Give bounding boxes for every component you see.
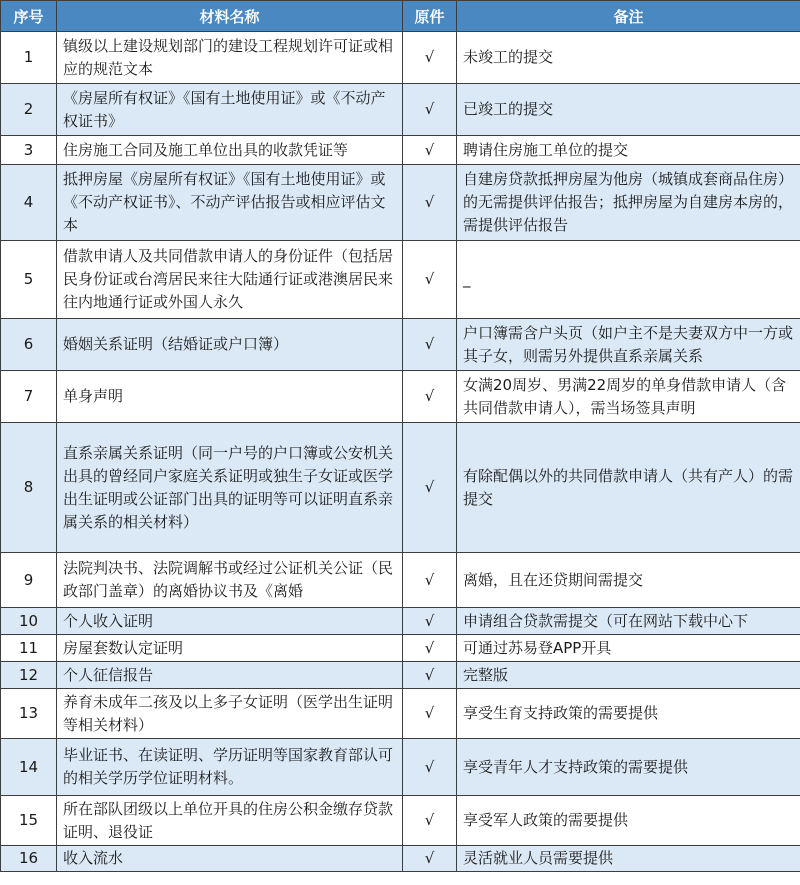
table-row	[1, 635, 800, 662]
original-check: √	[403, 635, 457, 662]
note: 享受生育支持政策的需要提供	[457, 689, 800, 739]
row-number: 7	[1, 371, 57, 423]
note: 有除配偶以外的共同借款申请人（共有产人）的需提交	[457, 423, 800, 553]
row-number: 2	[1, 84, 57, 136]
note: 女满20周岁、男满22周岁的单身借款申请人（含共同借款申请人），需当场签具声明	[457, 371, 800, 423]
row-number: 11	[1, 635, 57, 662]
table-row	[1, 423, 800, 553]
row-number: 4	[1, 165, 57, 241]
material-name: 养育未成年二孩及以上多子女证明（医学出生证明等相关材料）	[57, 689, 403, 739]
header-material-name: 材料名称	[57, 1, 403, 32]
original-check: √	[403, 553, 457, 608]
header-serial-number: 序号	[1, 1, 57, 32]
note: 完整版	[457, 662, 800, 689]
material-name: 住房施工合同及施工单位出具的收款凭证等	[57, 136, 403, 165]
material-name: 借款申请人及共同借款申请人的身份证件（包括居民身份证或台湾居民来往大陆通行证或港澳居民来往内地通行证或外国人永久	[57, 241, 403, 319]
note: 聘请住房施工单位的提交	[457, 136, 800, 165]
table-row	[1, 739, 800, 796]
note: 已竣工的提交	[457, 84, 800, 136]
material-name: 直系亲属关系证明（同一户号的户口簿或公安机关出具的曾经同户家庭关系证明或独生子女证或医学出生证明或公证部门出具的证明等可以证明直系亲属关系的相关材料）	[57, 423, 403, 553]
row-number: 3	[1, 136, 57, 165]
table-row	[1, 319, 800, 371]
row-number: 13	[1, 689, 57, 739]
original-check: √	[403, 689, 457, 739]
material-name: 个人收入证明	[57, 608, 403, 635]
note: 自建房贷款抵押房屋为他房（城镇成套商品住房）的无需提供评估报告；抵押房屋为自建房本房的，需提供评估报告	[457, 165, 800, 241]
row-number: 6	[1, 319, 57, 371]
material-name: 个人征信报告	[57, 662, 403, 689]
material-name: 所在部队团级以上单位开具的住房公积金缴存贷款证明、退役证	[57, 796, 403, 846]
table-row	[1, 689, 800, 739]
original-check: √	[403, 608, 457, 635]
table-row	[1, 608, 800, 635]
table-row	[1, 32, 800, 84]
material-name: 单身声明	[57, 371, 403, 423]
note: 享受青年人才支持政策的需要提供	[457, 739, 800, 796]
material-name: 《房屋所有权证》《国有土地使用证》或《不动产权证书》	[57, 84, 403, 136]
material-name: 房屋套数认定证明	[57, 635, 403, 662]
table-row	[1, 662, 800, 689]
original-check: √	[403, 662, 457, 689]
row-number: 15	[1, 796, 57, 846]
material-name: 法院判决书、法院调解书或经过公证机关公证（民政部门盖章）的离婚协议书及《离婚	[57, 553, 403, 608]
note: 灵活就业人员需要提供	[457, 846, 800, 872]
original-check: √	[403, 739, 457, 796]
original-check: √	[403, 32, 457, 84]
note: 享受军人政策的需要提供	[457, 796, 800, 846]
table-row	[1, 241, 800, 319]
original-check: √	[403, 165, 457, 241]
row-number: 14	[1, 739, 57, 796]
original-check: √	[403, 241, 457, 319]
original-check: √	[403, 371, 457, 423]
original-check: √	[403, 846, 457, 872]
table-row	[1, 796, 800, 846]
note: 申请组合贷款需提交（可在网站下载中心下	[457, 608, 800, 635]
original-check: √	[403, 136, 457, 165]
note: 离婚，且在还贷期间需提交	[457, 553, 800, 608]
row-number: 9	[1, 553, 57, 608]
table-row	[1, 846, 800, 872]
row-number: 10	[1, 608, 57, 635]
row-number: 12	[1, 662, 57, 689]
original-check: √	[403, 84, 457, 136]
table-row	[1, 371, 800, 423]
original-check: √	[403, 796, 457, 846]
material-name: 镇级以上建设规划部门的建设工程规划许可证或相应的规范文本	[57, 32, 403, 84]
note: 可通过苏易登APP开具	[457, 635, 800, 662]
table-row	[1, 136, 800, 165]
table-row	[1, 165, 800, 241]
material-name: 毕业证书、在读证明、学历证明等国家教育部认可的相关学历学位证明材料。	[57, 739, 403, 796]
note: _	[457, 241, 800, 319]
material-name: 婚姻关系证明（结婚证或户口簿）	[57, 319, 403, 371]
table-row	[1, 84, 800, 136]
material-name: 收入流水	[57, 846, 403, 872]
row-number: 1	[1, 32, 57, 84]
row-number: 16	[1, 846, 57, 872]
row-number: 8	[1, 423, 57, 553]
original-check: √	[403, 319, 457, 371]
header-note: 备注	[457, 1, 800, 32]
note: 户口簿需含户头页（如户主不是夫妻双方中一方或其子女，则需另外提供直系亲属关系	[457, 319, 800, 371]
header-row	[1, 1, 800, 32]
original-check: √	[403, 423, 457, 553]
table-row	[1, 553, 800, 608]
header-original: 原件	[403, 1, 457, 32]
note: 未竣工的提交	[457, 32, 800, 84]
row-number: 5	[1, 241, 57, 319]
material-name: 抵押房屋《房屋所有权证》《国有土地使用证》或《不动产权证书》、不动产评估报告或相应评估文本	[57, 165, 403, 241]
